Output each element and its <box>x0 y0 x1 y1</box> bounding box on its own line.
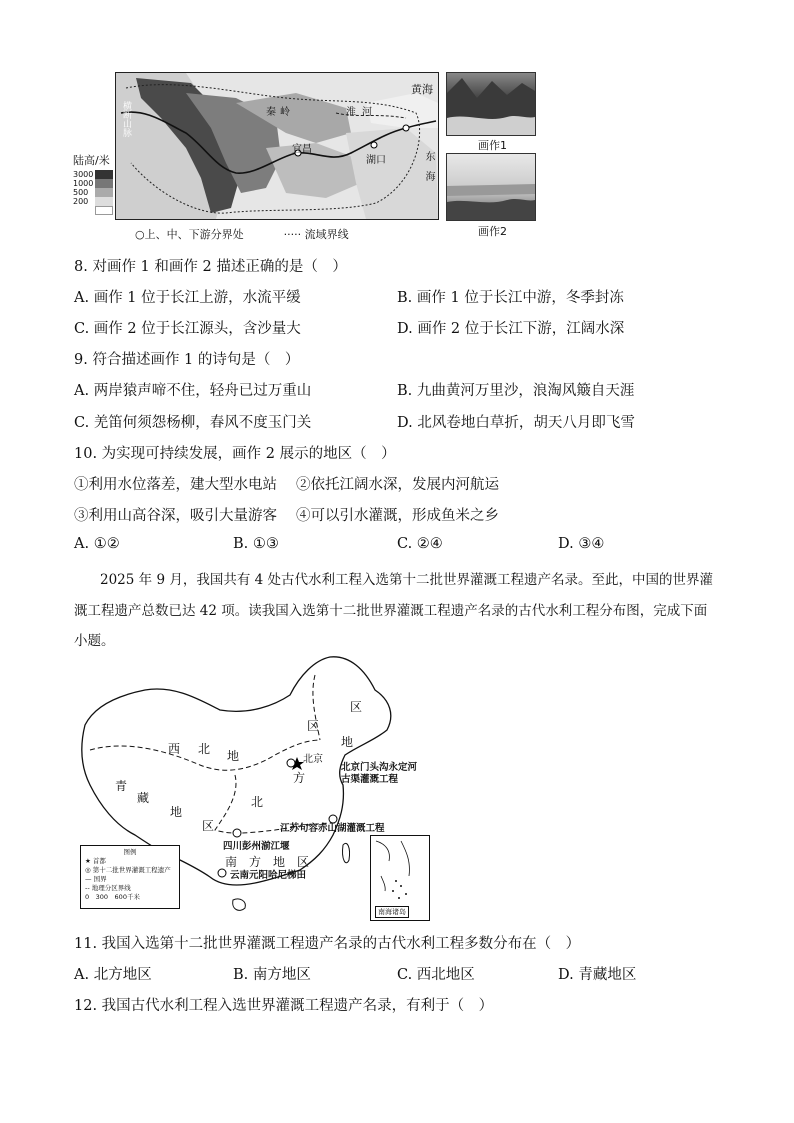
label-site-beijing: 北京门头沟永定河 <box>341 762 418 773</box>
label-bei-nw: 北 <box>198 742 211 756</box>
label-hukou: 湖口 <box>366 155 386 166</box>
label-yellow-sea: 黄海 <box>411 83 433 96</box>
painting2-caption: 画作2 <box>478 225 507 238</box>
legend-value-2: 1000 <box>73 179 94 188</box>
legend-swatch-1 <box>95 170 113 179</box>
q9-option-c[interactable]: C. 羌笛何须怨杨柳，春风不度玉门关 <box>74 415 312 431</box>
south-sea-graphic <box>371 836 429 906</box>
boundary-point-icon: ○ <box>135 228 145 241</box>
q10-stem: 10. 为实现可持续发展，画作 2 展示的地区（ ） <box>74 446 396 462</box>
q8-option-a[interactable]: A. 画作 1 位于长江上游，水流平缓 <box>74 290 301 306</box>
heritage-icon: ◎ <box>85 866 91 874</box>
legend-swatch-5 <box>95 206 113 215</box>
passage-line-3: 小题。 <box>74 633 115 649</box>
region-line-icon: -- <box>85 884 90 892</box>
label-qu-qz: 区 <box>202 819 215 833</box>
painting2-image <box>446 153 536 221</box>
legend-swatch-3 <box>95 188 113 197</box>
q10-statement-2: ②依托江阔水深，发展内河航运 <box>296 477 499 493</box>
legend-swatch-2 <box>95 179 113 188</box>
label-di-ne: 地 <box>341 735 354 749</box>
legend-border: 国界 <box>93 875 107 883</box>
painting1-image <box>446 72 536 136</box>
label-qing: 青 <box>115 779 128 793</box>
label-site-beijing-2: 古渠灌溉工程 <box>341 774 399 785</box>
capital-icon: ★ <box>85 857 91 865</box>
q11-option-a[interactable]: A. 北方地区 <box>74 967 152 983</box>
q10-statement-1: ①利用水位落差，建大型水电站 <box>74 477 277 493</box>
q10-option-c[interactable]: C. ②④ <box>397 536 443 552</box>
elevation-legend-title: 陆高/米 <box>73 154 110 167</box>
passage-line-1: 2025 年 9 月，我国共有 4 处古代水利工程入选第十二批世界灌溉工程遗产名录。至此，中国的世界灌 <box>100 572 713 588</box>
label-qu-nw: 区 <box>307 719 320 733</box>
label-site-sichuan: 四川彭州湔江堰 <box>223 841 290 852</box>
q11-option-d[interactable]: D. 青藏地区 <box>558 967 637 983</box>
q10-statement-3: ③利用山高谷深，吸引大量游客 <box>74 508 277 524</box>
legend-boundary-point: 上、中、下游分界处 <box>144 228 244 241</box>
label-site-yunnan: 云南元阳哈尼梯田 <box>230 870 307 881</box>
passage-line-2: 溉工程遗产总数已达 42 项。读我国入选第十二批世界灌溉工程遗产名录的古代水利工程分布图，完成下面 <box>74 603 708 619</box>
label-south-sea: 南海诸岛 <box>375 906 409 918</box>
legend-scale: 0 300 600千米 <box>85 893 140 901</box>
legend-value-1: 3000 <box>73 170 94 179</box>
label-zang: 藏 <box>137 791 150 805</box>
legend-value-3: 500 <box>73 188 89 197</box>
label-qinling: 秦岭 <box>266 107 294 118</box>
basin-line-icon: ····· <box>283 228 302 241</box>
q9-option-b[interactable]: B. 九曲黄河万里沙，浪淘风簸自天涯 <box>397 383 635 399</box>
label-fang: 方 <box>293 771 306 785</box>
label-site-jiangsu: 江苏句容赤山湖灌溉工程 <box>280 823 385 834</box>
q10-option-b[interactable]: B. ①③ <box>233 536 279 552</box>
yangtze-map-graphic <box>116 73 438 219</box>
label-east-sea: 东海 <box>423 151 434 191</box>
q8-option-b[interactable]: B. 画作 1 位于长江中游，冬季封冻 <box>397 290 624 306</box>
label-bei-n: 北 <box>251 795 264 809</box>
q9-option-d[interactable]: D. 北风卷地白草折，胡天八月即飞雪 <box>397 415 635 431</box>
label-huai-river: 淮河 <box>346 107 378 118</box>
label-xi: 西 <box>168 742 181 756</box>
legend-title: 图例 <box>123 848 137 856</box>
label-hengduan: 横断山脉 <box>121 101 131 137</box>
legend-value-4: 200 <box>73 197 89 206</box>
map2-legend <box>80 845 180 909</box>
q8-option-c[interactable]: C. 画作 2 位于长江源头，含沙量大 <box>74 321 301 337</box>
painting1-caption: 画作1 <box>478 139 507 152</box>
q11-option-c[interactable]: C. 西北地区 <box>397 967 475 983</box>
q9-stem: 9. 符合描述画作 1 的诗句是（ ） <box>74 352 300 368</box>
q10-statement-4: ④可以引水灌溉，形成鱼米之乡 <box>296 508 499 524</box>
q11-option-b[interactable]: B. 南方地区 <box>233 967 311 983</box>
legend-capital: 首都 <box>92 857 106 865</box>
q8-stem: 8. 对画作 1 和画作 2 描述正确的是（ ） <box>74 259 347 275</box>
label-beijing: 北京 <box>303 754 323 765</box>
q10-option-d[interactable]: D. ③④ <box>558 536 605 552</box>
map1-bottom-legend <box>135 226 349 242</box>
legend-heritage: 第十二批世界灌溉工程遗产 <box>92 866 171 874</box>
china-heritage-map <box>75 655 435 923</box>
legend-region-line: 地理分区界线 <box>91 884 131 892</box>
q12-stem: 12. 我国古代水利工程入选世界灌溉工程遗产名录，有利于（ ） <box>74 998 494 1014</box>
yangtze-basin-map <box>115 72 439 220</box>
label-di-nw: 地 <box>227 749 240 763</box>
q11-stem: 11. 我国入选第十二批世界灌溉工程遗产名录的古代水利工程多数分布在（ ） <box>74 936 581 952</box>
south-sea-inset <box>370 835 430 921</box>
q9-option-a[interactable]: A. 两岸猿声啼不住，轻舟已过万重山 <box>74 383 312 399</box>
q10-option-a[interactable]: A. ①② <box>74 536 120 552</box>
legend-basin-line: 流域界线 <box>304 228 349 241</box>
label-south-region: 南 方 地 区 <box>225 855 310 869</box>
label-di-qz: 地 <box>170 805 183 819</box>
elevation-legend-swatches <box>73 170 113 215</box>
label-qu-ne: 区 <box>350 700 363 714</box>
label-yichang: 宜昌 <box>292 144 312 155</box>
border-icon: — <box>85 875 92 883</box>
q8-option-d[interactable]: D. 画作 2 位于长江下游，江阔水深 <box>397 321 625 337</box>
legend-swatch-4 <box>95 197 113 206</box>
